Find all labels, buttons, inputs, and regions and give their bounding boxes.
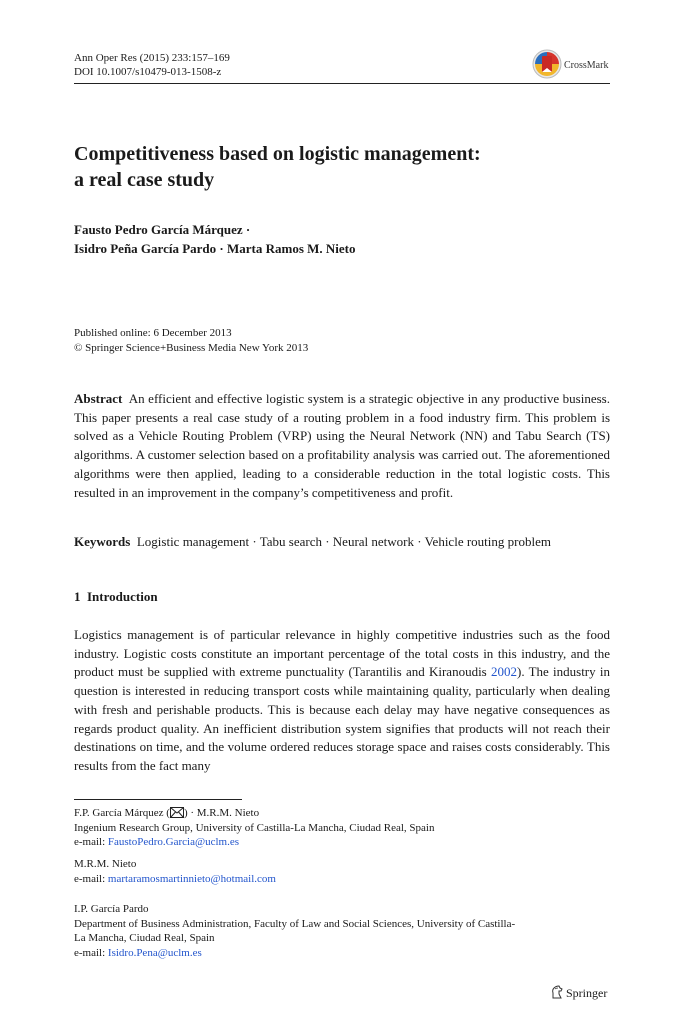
publisher-footer [550, 985, 607, 1001]
keywords-text: Logistic management · Tabu search · Neural network · Vehicle routing problem [136, 534, 551, 549]
fn2-email-link[interactable]: martaramosmartinnieto@hotmail.com [107, 872, 276, 885]
section-heading [74, 589, 158, 605]
publisher-name: Springer [566, 986, 608, 1000]
fn3-affiliation-line-1: Department of Business Administration, Faculty of Law and Social Sciences, University of Castilla- [74, 917, 516, 930]
springer-horse-icon [550, 985, 563, 999]
fn3-email-line [74, 946, 610, 961]
published-date: Published online: 6 December 2013 [74, 327, 232, 339]
fn3-name: I.P. García Pardo [74, 903, 149, 915]
copyright: © Springer Science+Business Media New York 2013 [74, 342, 309, 354]
journal-header [74, 51, 230, 79]
fn2-email-line [74, 872, 610, 887]
citation-link[interactable]: 2002 [490, 664, 517, 680]
authors-line-2: Isidro Peña García Pardo · Marta Ramos M. Nieto [74, 241, 356, 256]
fn2-email-label: e-mail: [74, 872, 108, 885]
abstract-label: Abstract [74, 391, 123, 406]
abstract-text: An efficient and effective logistic system is a strategic objective in any productive business. This paper presents a real case study of a routing problem in a food industry firm. This problem is solved as a Vehicle Routing Problem (VRP) using the Neural Network (NN) and Tabu Search (TS) algorithms. A customer selection based on a profitability analysis was carried out. The aforementioned algorithms were then applied, leading to a considerable reduction in the total logistic costs. This resulted in an improvement in the company’s competitiveness and profit. [74, 391, 610, 500]
journal-citation: Ann Oper Res (2015) 233:157–169 [74, 52, 230, 64]
envelope-icon [170, 807, 184, 818]
doi[interactable]: DOI 10.1007/s10479-013-1508-z [74, 66, 222, 78]
section-title: Introduction [87, 589, 158, 604]
keywords-label: Keywords [74, 534, 131, 549]
abstract [74, 390, 610, 502]
fn3-affiliation-line-2: La Mancha, Ciudad Real, Spain [74, 932, 215, 944]
paper-title [74, 141, 610, 193]
intro-paragraph [74, 626, 610, 776]
fn1-email-label: e-mail: [74, 836, 108, 848]
authors-line-1: Fausto Pedro García Márquez · [74, 222, 251, 237]
fn3-email-link[interactable]: Isidro.Pena@uclm.es [107, 946, 202, 959]
section-number: 1 [74, 589, 81, 604]
fn1-names [74, 806, 610, 821]
footnote-author-2 [74, 857, 610, 886]
footnote-rule [74, 799, 242, 800]
fn1-email-line [74, 835, 610, 850]
fn2-name: M.R.M. Nieto [74, 858, 137, 870]
crossmark-badge[interactable] [532, 49, 622, 83]
footnote-author-1 [74, 806, 610, 850]
title-line-1: Competitiveness based on logistic management: [74, 143, 481, 165]
crossmark-icon [532, 49, 562, 79]
footnote-author-3 [74, 902, 610, 960]
author-list [74, 220, 610, 258]
title-line-2: a real case study [74, 169, 215, 191]
fn1-affiliation: Ingenium Research Group, University of Castilla-La Mancha, Ciudad Real, Spain [74, 821, 435, 834]
crossmark-label: CrossMark [564, 60, 609, 71]
fn1-email-link[interactable]: FaustoPedro.Garcia@uclm.es [107, 836, 240, 848]
fn1-names-b: ) · M.R.M. Nieto [183, 807, 260, 819]
header-rule [74, 83, 610, 84]
intro-text-1: Logistics management is of particular relevance in highly competitive industries such as the food industry. Logistic costs constitute an important percentage of the total costs in this industry, and the product must be supplied with extreme punctuality (Tarantilis and Kiranoudis [74, 627, 610, 680]
publication-info [74, 326, 308, 356]
fn3-email-label: e-mail: [74, 946, 108, 959]
intro-text-2: ). The industry in question is interested in reducing transport costs while maintaining quality, particularly when dealing with fresh and perishable products. This is because each delay may have negative consequences as regards product quality. An inefficient distribution system signifies that products will not reach their destinations on time, and the volume ordered reduces storage space and raises costs considerably. This results from the fact many [74, 664, 610, 773]
fn1-names-a: F.P. García Márquez ( [74, 807, 170, 819]
keywords [74, 533, 614, 551]
